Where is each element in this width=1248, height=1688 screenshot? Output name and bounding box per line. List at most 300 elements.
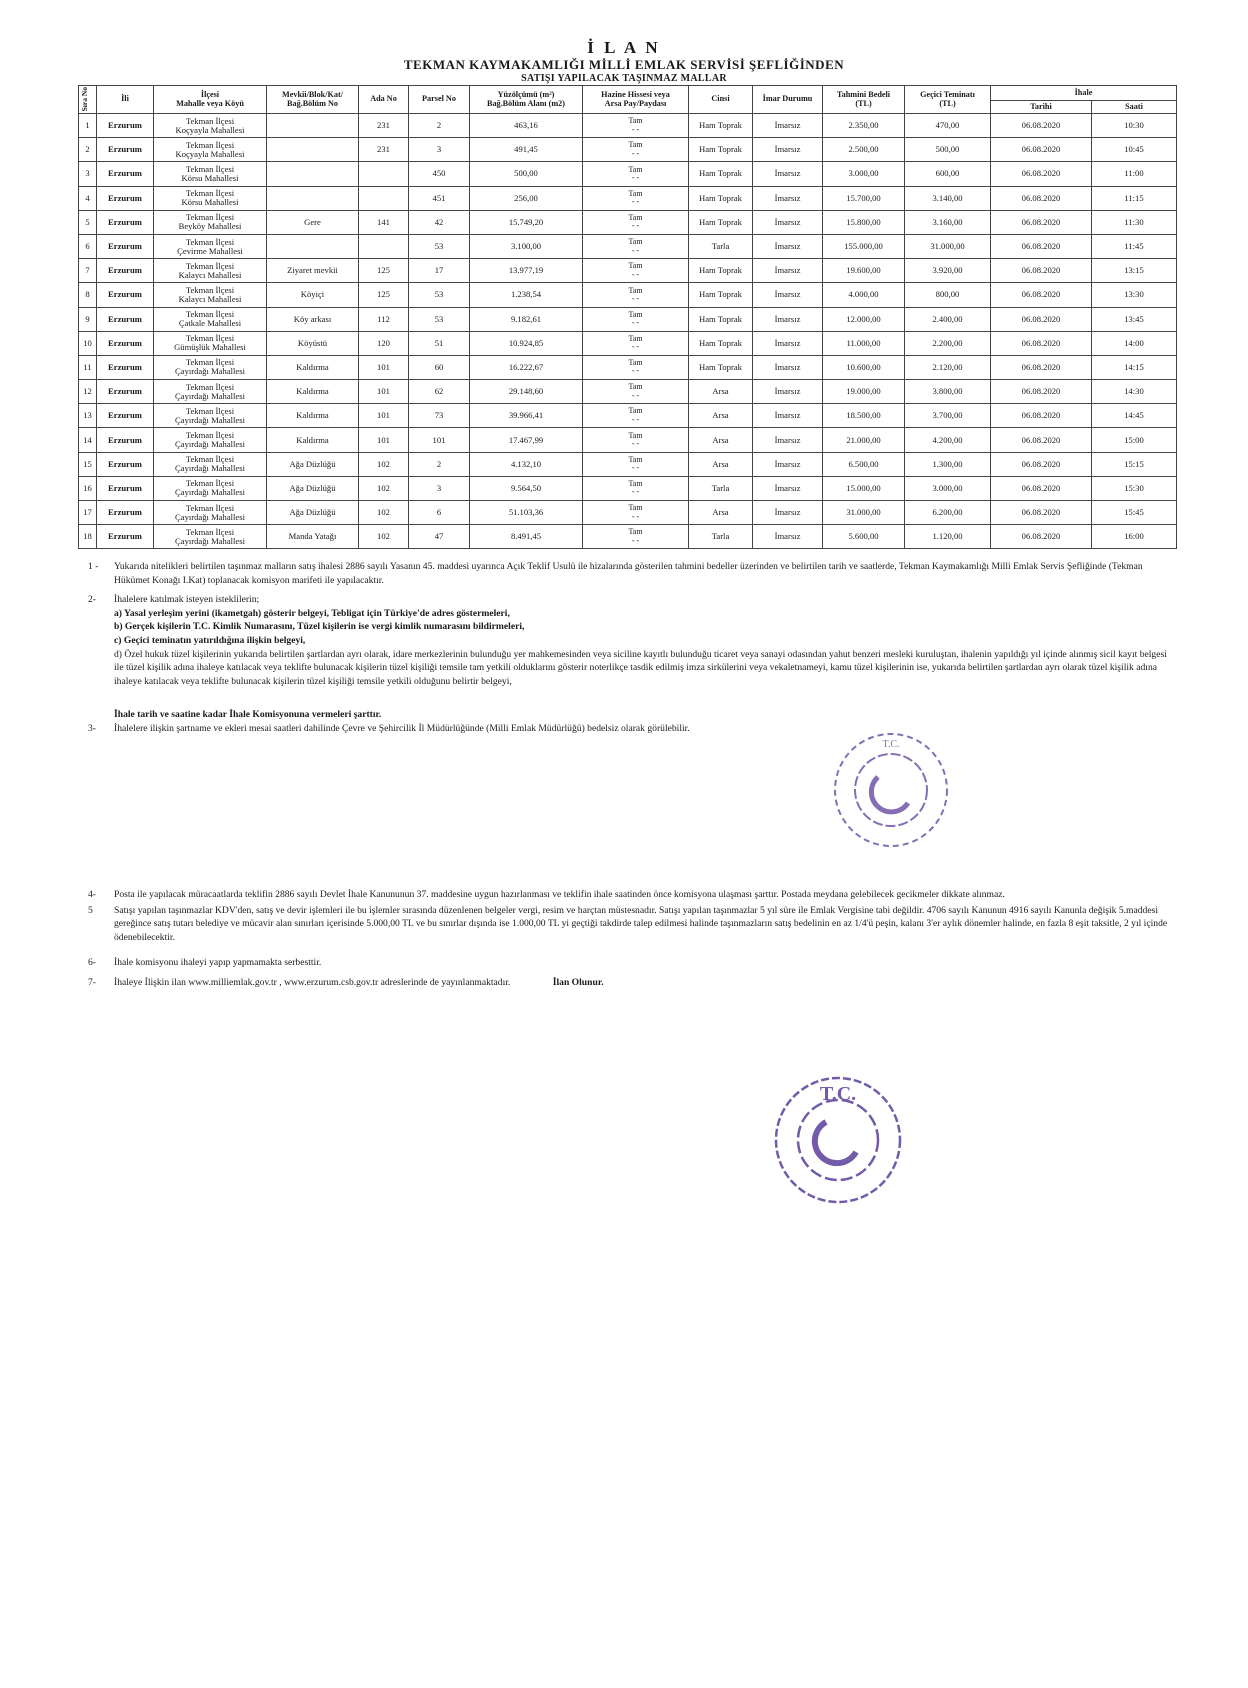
zoning-cell: İmarsız	[753, 355, 823, 379]
area-cell: 13.977,19	[470, 259, 583, 283]
col-sira: Sıra No	[79, 86, 97, 114]
table-caption: SATIŞI YAPILACAK TAŞINMAZ MALLAR	[521, 73, 727, 84]
parsel-no-cell: 101	[409, 428, 470, 452]
row-number-cell: 16	[79, 476, 97, 500]
zoning-cell: İmarsız	[753, 380, 823, 404]
col-ili: İli	[97, 86, 154, 114]
auction-time-cell: 15:30	[1092, 476, 1177, 500]
row-number-cell: 10	[79, 331, 97, 355]
ada-no-cell: 101	[359, 355, 409, 379]
type-cell: Ham Toprak	[689, 259, 753, 283]
row-number-cell: 17	[79, 501, 97, 525]
location-cell	[267, 114, 359, 138]
auction-time-cell: 15:00	[1092, 428, 1177, 452]
share-cell: Tam - -	[583, 162, 689, 186]
note-number: 1 -	[88, 561, 99, 572]
zoning-cell: İmarsız	[753, 452, 823, 476]
note-2b: b) Gerçek kişilerin T.C. Kimlik Numarasını, Tüzel kişilerin ise vergi kimlik numarasını bildirmeleri,	[114, 621, 525, 633]
table-row	[79, 525, 1177, 549]
parsel-no-cell: 51	[409, 331, 470, 355]
page-title: İ L A N	[587, 38, 661, 57]
row-number-cell: 9	[79, 307, 97, 331]
official-seal-stamp-2	[768, 1070, 908, 1210]
area-cell: 51.103,36	[470, 501, 583, 525]
note-number: 4-	[88, 889, 96, 900]
deposit-cell: 3.000,00	[905, 476, 991, 500]
share-cell: Tam - -	[583, 331, 689, 355]
auction-time-cell: 13:30	[1092, 283, 1177, 307]
share-cell: Tam - -	[583, 283, 689, 307]
parsel-no-cell: 42	[409, 210, 470, 234]
zoning-cell: İmarsız	[753, 501, 823, 525]
table-row	[79, 114, 1177, 138]
ada-no-cell: 101	[359, 428, 409, 452]
share-cell: Tam - -	[583, 234, 689, 258]
note-4	[88, 888, 1168, 902]
zoning-cell: İmarsız	[753, 476, 823, 500]
ada-no-cell: 231	[359, 138, 409, 162]
auction-date-cell: 06.08.2020	[991, 452, 1092, 476]
note-text: İhale komisyonu ihaleyi yapıp yapmamakta serbesttir.	[114, 957, 322, 969]
auction-date-cell: 06.08.2020	[991, 331, 1092, 355]
province-cell: Erzurum	[97, 234, 154, 258]
area-cell: 39.966,41	[470, 404, 583, 428]
neighbourhood-cell: Tekman İlçesi Çayırdağı Mahallesi	[154, 355, 267, 379]
deposit-cell: 6.200,00	[905, 501, 991, 525]
ada-no-cell: 102	[359, 452, 409, 476]
province-cell: Erzurum	[97, 210, 154, 234]
location-cell: Ağa Düzlüğü	[267, 476, 359, 500]
row-number-cell: 1	[79, 114, 97, 138]
zoning-cell: İmarsız	[753, 428, 823, 452]
official-seal-stamp-1	[826, 725, 956, 855]
auction-date-cell: 06.08.2020	[991, 525, 1092, 549]
zoning-cell: İmarsız	[753, 259, 823, 283]
zoning-cell: İmarsız	[753, 525, 823, 549]
row-number-cell: 2	[79, 138, 97, 162]
estimated-price-cell: 11.000,00	[823, 331, 905, 355]
neighbourhood-cell: Tekman İlçesi Çayırdağı Mahallesi	[154, 476, 267, 500]
note-2d: d) Özel hukuk tüzel kişilerinin yukarıda belirtilen şartlardan ayrı olarak, idare merkezlerinin bulunduğu yer mahkemesinden veya siciline kayıtlı bulunduğu ticaret veya sanayi odasından yahut benzeri mesleki kuruluştan, ihalenin yapıldığı yıl içinde alınmış sicil kayıt belgesi ile tüzel kişilik adına ihaleye katılacak veya teklifte bulunacak kişilerin tüzel kişiliği temsile tam yetkili olduklarını gösterir noterlikçe tasdik edilmiş imza sirkülerini veya vekaletnameyi, kamu tüzel kişilerinin ise, yukarıda belirtilen şartlardan ayrı olarak tüzel kişilik adına ihaleye katılacak veya teklifte bulunacak kişilerin tüzel kişiliği temsile yetkili olduğunu belirtir belgeyi,	[114, 648, 1167, 687]
neighbourhood-cell: Tekman İlçesi Çayırdağı Mahallesi	[154, 428, 267, 452]
parsel-no-cell: 2	[409, 114, 470, 138]
neighbourhood-cell: Tekman İlçesi Koçyayla Mahallesi	[154, 138, 267, 162]
location-cell: Ağa Düzlüğü	[267, 501, 359, 525]
note-text: İhaleye İlişkin ilan www.milliemlak.gov.tr , www.erzurum.csb.gov.tr adreslerinde de yayınlanmaktadır.	[114, 977, 511, 989]
estimated-price-cell: 19.000,00	[823, 380, 905, 404]
type-cell: Ham Toprak	[689, 283, 753, 307]
col-ihale: İhale	[991, 86, 1177, 101]
auction-date-cell: 06.08.2020	[991, 355, 1092, 379]
type-cell: Ham Toprak	[689, 355, 753, 379]
area-cell: 1.238,54	[470, 283, 583, 307]
type-cell: Ham Toprak	[689, 162, 753, 186]
note-2-bold: İhale tarih ve saatine kadar İhale Komisyonuna vermeleri şarttır.	[114, 709, 382, 721]
auction-date-cell: 06.08.2020	[991, 428, 1092, 452]
location-cell: Kaldırma	[267, 404, 359, 428]
auction-date-cell: 06.08.2020	[991, 234, 1092, 258]
area-cell: 500,00	[470, 162, 583, 186]
location-cell: Kaldırma	[267, 355, 359, 379]
type-cell: Arsa	[689, 380, 753, 404]
deposit-cell: 2.200,00	[905, 331, 991, 355]
province-cell: Erzurum	[97, 259, 154, 283]
col-tarihi: Tarihi	[991, 101, 1092, 114]
type-cell: Ham Toprak	[689, 114, 753, 138]
parsel-no-cell: 53	[409, 283, 470, 307]
estimated-price-cell: 18.500,00	[823, 404, 905, 428]
estimated-price-cell: 4.000,00	[823, 283, 905, 307]
province-cell: Erzurum	[97, 355, 154, 379]
estimated-price-cell: 2.500,00	[823, 138, 905, 162]
zoning-cell: İmarsız	[753, 162, 823, 186]
area-cell: 16.222,67	[470, 355, 583, 379]
note-text: Yukarıda nitelikleri belirtilen taşınmaz malların satış ihalesi 2886 sayılı Yasanın 45. maddesi uyarınca Açık Teklif Usulü ile hizalarında gösterilen tahmini bedeller üzerinden ve belirtilen tarih ve saatlerde, Tekman Kaymakamlığı Milli Emlak Servis Şefliğinde (Tekman Hükümet Konağı I.Kat) toplanacak komisyon marifeti ile yapılacaktır.	[114, 561, 1143, 586]
neighbourhood-cell: Tekman İlçesi Çayırdağı Mahallesi	[154, 525, 267, 549]
auction-date-cell: 06.08.2020	[991, 114, 1092, 138]
table-row	[79, 307, 1177, 331]
ada-no-cell: 101	[359, 404, 409, 428]
row-number-cell: 18	[79, 525, 97, 549]
col-parsel: Parsel No	[409, 86, 470, 114]
auction-time-cell: 14:00	[1092, 331, 1177, 355]
row-number-cell: 6	[79, 234, 97, 258]
table-row	[79, 428, 1177, 452]
type-cell: Ham Toprak	[689, 331, 753, 355]
area-cell: 29.148,60	[470, 380, 583, 404]
auction-date-cell: 06.08.2020	[991, 283, 1092, 307]
auction-date-cell: 06.08.2020	[991, 162, 1092, 186]
area-cell: 4.132,10	[470, 452, 583, 476]
share-cell: Tam - -	[583, 525, 689, 549]
col-ilcesi: İlçesi Mahalle veya Köyü	[154, 86, 267, 114]
deposit-cell: 3.160,00	[905, 210, 991, 234]
table-row	[79, 380, 1177, 404]
note-number: 3-	[88, 723, 96, 735]
note-number: 5	[88, 904, 93, 916]
area-cell: 256,00	[470, 186, 583, 210]
closing-text: İlan Olunur.	[552, 977, 604, 989]
table-row	[79, 501, 1177, 525]
ada-no-cell: 125	[359, 283, 409, 307]
province-cell: Erzurum	[97, 138, 154, 162]
location-cell: Köyüstü	[267, 331, 359, 355]
province-cell: Erzurum	[97, 307, 154, 331]
table-row	[79, 331, 1177, 355]
deposit-cell: 470,00	[905, 114, 991, 138]
zoning-cell: İmarsız	[753, 307, 823, 331]
parsel-no-cell: 451	[409, 186, 470, 210]
province-cell: Erzurum	[97, 428, 154, 452]
auction-time-cell: 11:15	[1092, 186, 1177, 210]
deposit-cell: 31.000,00	[905, 234, 991, 258]
row-number-cell: 11	[79, 355, 97, 379]
area-cell: 9.182,61	[470, 307, 583, 331]
share-cell: Tam - -	[583, 210, 689, 234]
note-number: 6-	[88, 957, 96, 969]
table-row	[79, 210, 1177, 234]
share-cell: Tam - -	[583, 404, 689, 428]
province-cell: Erzurum	[97, 476, 154, 500]
location-cell	[267, 186, 359, 210]
province-cell: Erzurum	[97, 525, 154, 549]
zoning-cell: İmarsız	[753, 138, 823, 162]
neighbourhood-cell: Tekman İlçesi Beyköy Mahallesi	[154, 210, 267, 234]
neighbourhood-cell: Tekman İlçesi Körsu Mahallesi	[154, 162, 267, 186]
parsel-no-cell: 450	[409, 162, 470, 186]
auction-time-cell: 13:45	[1092, 307, 1177, 331]
note-text: İhalelere katılmak isteyen isteklilerin;	[114, 594, 260, 606]
auction-time-cell: 13:15	[1092, 259, 1177, 283]
deposit-cell: 600,00	[905, 162, 991, 186]
table-row	[79, 186, 1177, 210]
type-cell: Ham Toprak	[689, 138, 753, 162]
note-text: Satışı yapılan taşınmazlar KDV'den, satış ve devir işlemleri ile bu işlemler sırasında düzenlenen belgeler vergi, resim ve harçtan müstesnadır. Satışı yapılan taşınmazlar 5 yıl süre ile Emlak Vergisine tabi değildir. 4706 sayılı Kanunun 4916 sayılı Kanunla değişik 5.maddesi gereğince satış tutarı belediye ve mücavir alan sınırları içerisinde 5.000,00 TL ve bu sınırlar dışında ise 1.000,00 TL yi geçtiği takdirde talep edilmesi halinde taşınmazların satış bedelinin en az 1/4'ü peşin, kalanı 3'er aylık dönemler halinde, en fazla 8 eşit taksitle, 2 yıl içinde ödenebilecektir.	[114, 904, 1168, 943]
ada-no-cell	[359, 186, 409, 210]
neighbourhood-cell: Tekman İlçesi Çatkale Mahallesi	[154, 307, 267, 331]
auction-date-cell: 06.08.2020	[991, 186, 1092, 210]
type-cell: Arsa	[689, 501, 753, 525]
deposit-cell: 4.200,00	[905, 428, 991, 452]
auction-date-cell: 06.08.2020	[991, 501, 1092, 525]
share-cell: Tam - -	[583, 114, 689, 138]
area-cell: 491,45	[470, 138, 583, 162]
parsel-no-cell: 3	[409, 476, 470, 500]
note-5	[88, 904, 1168, 945]
notes-block-1	[88, 560, 1168, 736]
type-cell: Tarla	[689, 525, 753, 549]
note-text: Posta ile yapılacak müracaatlarda teklifin 2886 sayılı Devlet İhale Kanununun 37. maddesine uygun hazırlanması ve teklifin ihale saatinden önce komisyona ulaşması şarttır. Postada meydana gelebilecek gecikmeler dikkate alınmaz.	[114, 889, 1005, 900]
ada-no-cell: 102	[359, 525, 409, 549]
note-1	[88, 560, 1168, 587]
location-cell: Ziyaret mevkii	[267, 259, 359, 283]
deposit-cell: 1.120,00	[905, 525, 991, 549]
area-cell: 15.749,20	[470, 210, 583, 234]
auction-time-cell: 11:30	[1092, 210, 1177, 234]
zoning-cell: İmarsız	[753, 404, 823, 428]
ada-no-cell: 112	[359, 307, 409, 331]
parsel-no-cell: 3	[409, 138, 470, 162]
estimated-price-cell: 19.600,00	[823, 259, 905, 283]
area-cell: 3.100,00	[470, 234, 583, 258]
estimated-price-cell: 12.000,00	[823, 307, 905, 331]
share-cell: Tam - -	[583, 501, 689, 525]
neighbourhood-cell: Tekman İlçesi Körsu Mahallesi	[154, 186, 267, 210]
table-row	[79, 283, 1177, 307]
share-cell: Tam - -	[583, 380, 689, 404]
deposit-cell: 1.300,00	[905, 452, 991, 476]
auction-time-cell: 14:45	[1092, 404, 1177, 428]
province-cell: Erzurum	[97, 114, 154, 138]
zoning-cell: İmarsız	[753, 114, 823, 138]
col-hazine: Hazine Hissesi veya Arsa Pay/Paydası	[583, 86, 689, 114]
ada-no-cell: 125	[359, 259, 409, 283]
area-cell: 8.491,45	[470, 525, 583, 549]
share-cell: Tam - -	[583, 355, 689, 379]
type-cell: Tarla	[689, 234, 753, 258]
note-2a: a) Yasal yerleşim yerini (ikametgah) gösterir belgeyi, Tebligat için Türkiye'de adres göstermeleri,	[114, 607, 510, 619]
deposit-cell: 800,00	[905, 283, 991, 307]
note-2	[88, 593, 1168, 688]
estimated-price-cell: 15.000,00	[823, 476, 905, 500]
table-row	[79, 404, 1177, 428]
share-cell: Tam - -	[583, 307, 689, 331]
parsel-no-cell: 60	[409, 355, 470, 379]
auction-time-cell: 15:15	[1092, 452, 1177, 476]
auction-date-cell: 06.08.2020	[991, 380, 1092, 404]
location-cell: Köyiçi	[267, 283, 359, 307]
auction-time-cell: 11:45	[1092, 234, 1177, 258]
note-number: 7-	[88, 977, 96, 989]
auction-time-cell: 15:45	[1092, 501, 1177, 525]
neighbourhood-cell: Tekman İlçesi Kalaycı Mahallesi	[154, 283, 267, 307]
col-cinsi: Cinsi	[689, 86, 753, 114]
auction-date-cell: 06.08.2020	[991, 138, 1092, 162]
row-number-cell: 13	[79, 404, 97, 428]
location-cell	[267, 162, 359, 186]
note-number: 2-	[88, 594, 96, 606]
auction-date-cell: 06.08.2020	[991, 259, 1092, 283]
location-cell: Kaldırma	[267, 428, 359, 452]
table-row	[79, 162, 1177, 186]
notes-block-2	[88, 888, 1168, 990]
parsel-no-cell: 62	[409, 380, 470, 404]
svg-text:T.C.: T.C.	[819, 1083, 857, 1105]
neighbourhood-cell: Tekman İlçesi Kalaycı Mahallesi	[154, 259, 267, 283]
type-cell: Tarla	[689, 476, 753, 500]
location-cell: Gere	[267, 210, 359, 234]
ada-no-cell	[359, 234, 409, 258]
table-row	[79, 234, 1177, 258]
type-cell: Ham Toprak	[689, 210, 753, 234]
deposit-cell: 500,00	[905, 138, 991, 162]
row-number-cell: 12	[79, 380, 97, 404]
col-teminat: Geçici Teminatı (TL)	[905, 86, 991, 114]
col-saati: Saati	[1092, 101, 1177, 114]
zoning-cell: İmarsız	[753, 234, 823, 258]
page-subtitle: TEKMAN KAYMAKAMLIĞI MİLLİ EMLAK SERVİSİ ŞEFLİĞİNDEN	[403, 57, 845, 72]
estimated-price-cell: 31.000,00	[823, 501, 905, 525]
area-cell: 17.467,99	[470, 428, 583, 452]
ada-no-cell: 141	[359, 210, 409, 234]
type-cell: Ham Toprak	[689, 186, 753, 210]
share-cell: Tam - -	[583, 476, 689, 500]
share-cell: Tam - -	[583, 138, 689, 162]
auction-time-cell: 11:00	[1092, 162, 1177, 186]
parsel-no-cell: 6	[409, 501, 470, 525]
col-bedel: Tahmini Bedeli (TL)	[823, 86, 905, 114]
auction-time-cell: 10:45	[1092, 138, 1177, 162]
table-row	[79, 259, 1177, 283]
estimated-price-cell: 6.500,00	[823, 452, 905, 476]
deposit-cell: 3.800,00	[905, 380, 991, 404]
neighbourhood-cell: Tekman İlçesi Çayırdağı Mahallesi	[154, 380, 267, 404]
province-cell: Erzurum	[97, 404, 154, 428]
parsel-no-cell: 73	[409, 404, 470, 428]
province-cell: Erzurum	[97, 186, 154, 210]
table-row	[79, 476, 1177, 500]
neighbourhood-cell: Tekman İlçesi Koçyayla Mahallesi	[154, 114, 267, 138]
parsel-no-cell: 47	[409, 525, 470, 549]
parsel-no-cell: 53	[409, 234, 470, 258]
zoning-cell: İmarsız	[753, 283, 823, 307]
estimated-price-cell: 15.800,00	[823, 210, 905, 234]
row-number-cell: 8	[79, 283, 97, 307]
auction-date-cell: 06.08.2020	[991, 404, 1092, 428]
parsel-no-cell: 17	[409, 259, 470, 283]
zoning-cell: İmarsız	[753, 186, 823, 210]
province-cell: Erzurum	[97, 380, 154, 404]
province-cell: Erzurum	[97, 283, 154, 307]
note-text: İhalelere ilişkin şartname ve ekleri mesai saatleri dahilinde Çevre ve Şehircilik İl Müdürlüğünde (Milli Emlak Müdürlüğü) bedelsiz olarak görülebilir.	[114, 723, 690, 735]
zoning-cell: İmarsız	[753, 210, 823, 234]
zoning-cell: İmarsız	[753, 331, 823, 355]
deposit-cell: 2.400,00	[905, 307, 991, 331]
row-number-cell: 15	[79, 452, 97, 476]
province-cell: Erzurum	[97, 452, 154, 476]
estimated-price-cell: 155.000,00	[823, 234, 905, 258]
estimated-price-cell: 2.350,00	[823, 114, 905, 138]
estimated-price-cell: 3.000,00	[823, 162, 905, 186]
area-cell: 10.924,85	[470, 331, 583, 355]
share-cell: Tam - -	[583, 428, 689, 452]
row-number-cell: 5	[79, 210, 97, 234]
ada-no-cell: 120	[359, 331, 409, 355]
location-cell	[267, 234, 359, 258]
table-row	[79, 355, 1177, 379]
deposit-cell: 2.120,00	[905, 355, 991, 379]
ada-no-cell: 101	[359, 380, 409, 404]
estimated-price-cell: 21.000,00	[823, 428, 905, 452]
ada-no-cell: 231	[359, 114, 409, 138]
neighbourhood-cell: Tekman İlçesi Çayırdağı Mahallesi	[154, 404, 267, 428]
ada-no-cell	[359, 162, 409, 186]
auction-time-cell: 10:30	[1092, 114, 1177, 138]
location-cell: Manda Yatağı	[267, 525, 359, 549]
table-row	[79, 138, 1177, 162]
neighbourhood-cell: Tekman İlçesi Çevirme Mahallesi	[154, 234, 267, 258]
row-number-cell: 7	[79, 259, 97, 283]
estimated-price-cell: 5.600,00	[823, 525, 905, 549]
deposit-cell: 3.700,00	[905, 404, 991, 428]
note-2c: c) Geçici teminatın yatırıldığına ilişkin belgeyi,	[114, 635, 306, 647]
ada-no-cell: 102	[359, 476, 409, 500]
deposit-cell: 3.140,00	[905, 186, 991, 210]
estimated-price-cell: 15.700,00	[823, 186, 905, 210]
area-cell: 463,16	[470, 114, 583, 138]
svg-text:T.C.: T.C.	[882, 739, 900, 750]
share-cell: Tam - -	[583, 186, 689, 210]
auction-date-cell: 06.08.2020	[991, 307, 1092, 331]
deposit-cell: 3.920,00	[905, 259, 991, 283]
province-cell: Erzurum	[97, 162, 154, 186]
neighbourhood-cell: Tekman İlçesi Gümüşlük Mahallesi	[154, 331, 267, 355]
neighbourhood-cell: Tekman İlçesi Çayırdağı Mahallesi	[154, 452, 267, 476]
share-cell: Tam - -	[583, 452, 689, 476]
type-cell: Arsa	[689, 428, 753, 452]
parsel-no-cell: 2	[409, 452, 470, 476]
ada-no-cell: 102	[359, 501, 409, 525]
row-number-cell: 3	[79, 162, 97, 186]
note-3	[88, 722, 1168, 736]
auction-time-cell: 16:00	[1092, 525, 1177, 549]
parsel-no-cell: 53	[409, 307, 470, 331]
property-table	[78, 85, 1177, 549]
location-cell: Kaldırma	[267, 380, 359, 404]
estimated-price-cell: 10.600,00	[823, 355, 905, 379]
auction-date-cell: 06.08.2020	[991, 476, 1092, 500]
col-yuzolcumu: Yüzölçümü (m²) Bağ.Bölüm Alanı (m2)	[470, 86, 583, 114]
